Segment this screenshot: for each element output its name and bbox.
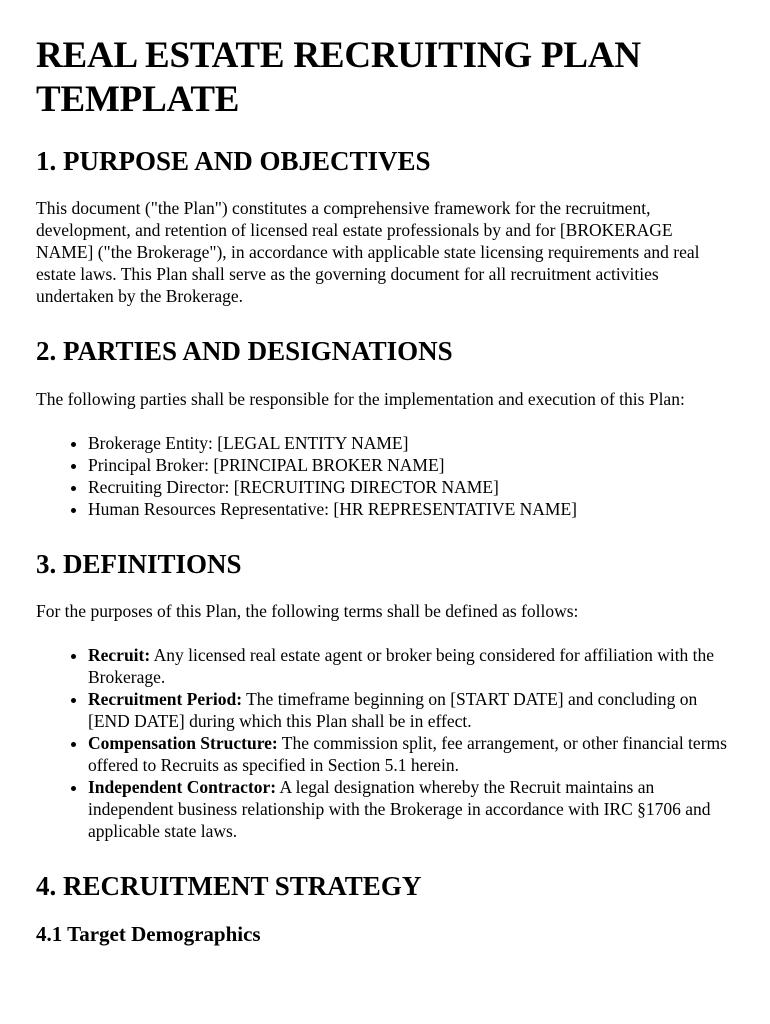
- list-item: • Recruiting Director: [RECRUITING DIRECTOR NAME]: [88, 476, 734, 498]
- list-item: • Principal Broker: [PRINCIPAL BROKER NAME]: [88, 454, 734, 476]
- purpose-paragraph: This document ("the Plan") constitutes a comprehensive framework for the recruitment, development, and retention of licensed real estate professionals by and for [BROKERAGE NAME] ("the Brokerage"), in accordance with applicable state licensing requirements and real estate laws. This Plan shall serve as the governing document for all recruitment activities undertaken by the Brokerage.: [36, 198, 700, 307]
- definition-term: Recruitment Period:: [88, 688, 243, 709]
- definitions-intro: For the purposes of this Plan, the following terms shall be defined as follows:: [36, 600, 579, 621]
- document-title: REAL ESTATE RECRUITING PLAN TEMPLATE: [36, 35, 641, 121]
- subsection-heading-target-demographics: 4.1 Target Demographics: [36, 922, 261, 947]
- definition-term: Independent Contractor:: [88, 776, 277, 797]
- section-heading-purpose: 1. PURPOSE AND OBJECTIVES: [36, 145, 431, 176]
- list-item: [88, 644, 734, 688]
- list-item: • Human Resources Representative: [HR REPRESENTATIVE NAME]: [88, 498, 734, 520]
- list-item: [88, 688, 734, 732]
- parties-intro: The following parties shall be responsible for the implementation and execution of this Plan:: [36, 388, 685, 409]
- definition-text: Any licensed real estate agent or broker being considered for affiliation with the Brokerage.: [88, 644, 715, 687]
- definition-term: Compensation Structure:: [88, 732, 278, 753]
- section-heading-definitions: 3. DEFINITIONS: [36, 548, 242, 579]
- parties-list: [36, 432, 734, 520]
- list-item: [88, 776, 734, 842]
- list-item: [88, 732, 734, 776]
- definition-text: The timeframe beginning on [START DATE] and concluding on [END DATE] during which this Plan shall be in effect.: [88, 688, 698, 731]
- definition-text: The commission split, fee arrangement, or other financial terms offered to Recruits as specified in Section 5.1 herein.: [88, 732, 727, 775]
- definitions-list: [36, 644, 734, 842]
- definition-text: A legal designation whereby the Recruit maintains an independent business relationship with the Brokerage in accordance with IRC §1706 and applicable state laws.: [88, 776, 711, 841]
- list-item: • Brokerage Entity: [LEGAL ENTITY NAME]: [88, 432, 734, 454]
- section-heading-parties: 2. PARTIES AND DESIGNATIONS: [36, 336, 453, 367]
- definition-term: Recruit:: [88, 644, 151, 665]
- section-heading-strategy: 4. RECRUITMENT STRATEGY: [36, 870, 422, 901]
